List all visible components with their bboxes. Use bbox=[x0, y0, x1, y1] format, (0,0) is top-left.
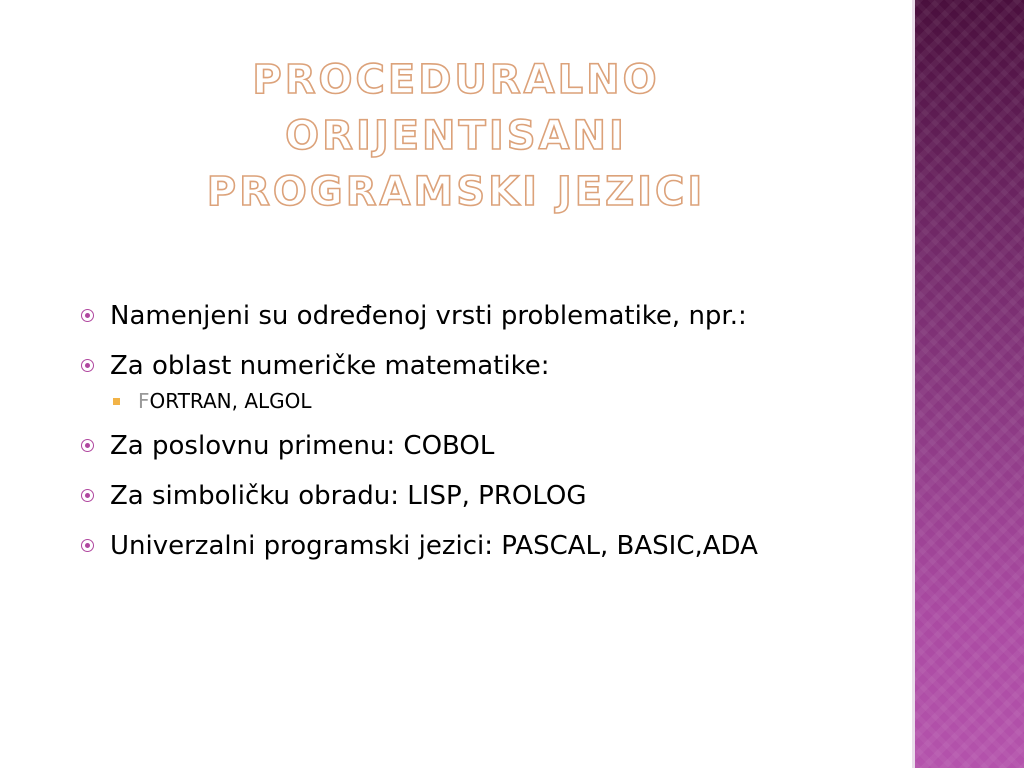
title-line-1: PROCEDURALNO ORIJENTISANI bbox=[252, 57, 660, 159]
sub-bullet-item bbox=[80, 388, 900, 414]
bullet-item bbox=[80, 298, 900, 334]
decorative-side-bar bbox=[912, 0, 1024, 768]
bullet-item bbox=[80, 348, 900, 384]
bullet-item bbox=[80, 528, 900, 564]
bullet-list bbox=[80, 298, 900, 578]
bullet-text: Univerzalni programski jezici: PASCAL, BASIC,ADA bbox=[110, 531, 758, 561]
circle-dot-icon bbox=[81, 539, 94, 552]
slide-title bbox=[100, 52, 812, 220]
bullet-text: Za oblast numeričke matematike: bbox=[110, 351, 550, 381]
sub-bullet-text: ORTRAN, ALGOL bbox=[149, 389, 312, 413]
title-line-2: PROGRAMSKI JEZICI bbox=[206, 169, 706, 215]
circle-dot-icon bbox=[81, 309, 94, 322]
bullet-text: Za simboličku obradu: LISP, PROLOG bbox=[110, 481, 587, 511]
square-bullet-icon bbox=[113, 398, 120, 405]
bullet-item bbox=[80, 478, 900, 514]
circle-dot-icon bbox=[81, 359, 94, 372]
circle-dot-icon bbox=[81, 489, 94, 502]
circle-dot-icon bbox=[81, 439, 94, 452]
bullet-item bbox=[80, 428, 900, 464]
side-bar-texture bbox=[915, 0, 1024, 768]
bullet-text: Za poslovnu primenu: COBOL bbox=[110, 431, 495, 461]
sub-bullet-first-letter: F bbox=[138, 389, 150, 413]
bullet-text: Namenjeni su određenoj vrsti problematike, npr.: bbox=[110, 301, 747, 331]
